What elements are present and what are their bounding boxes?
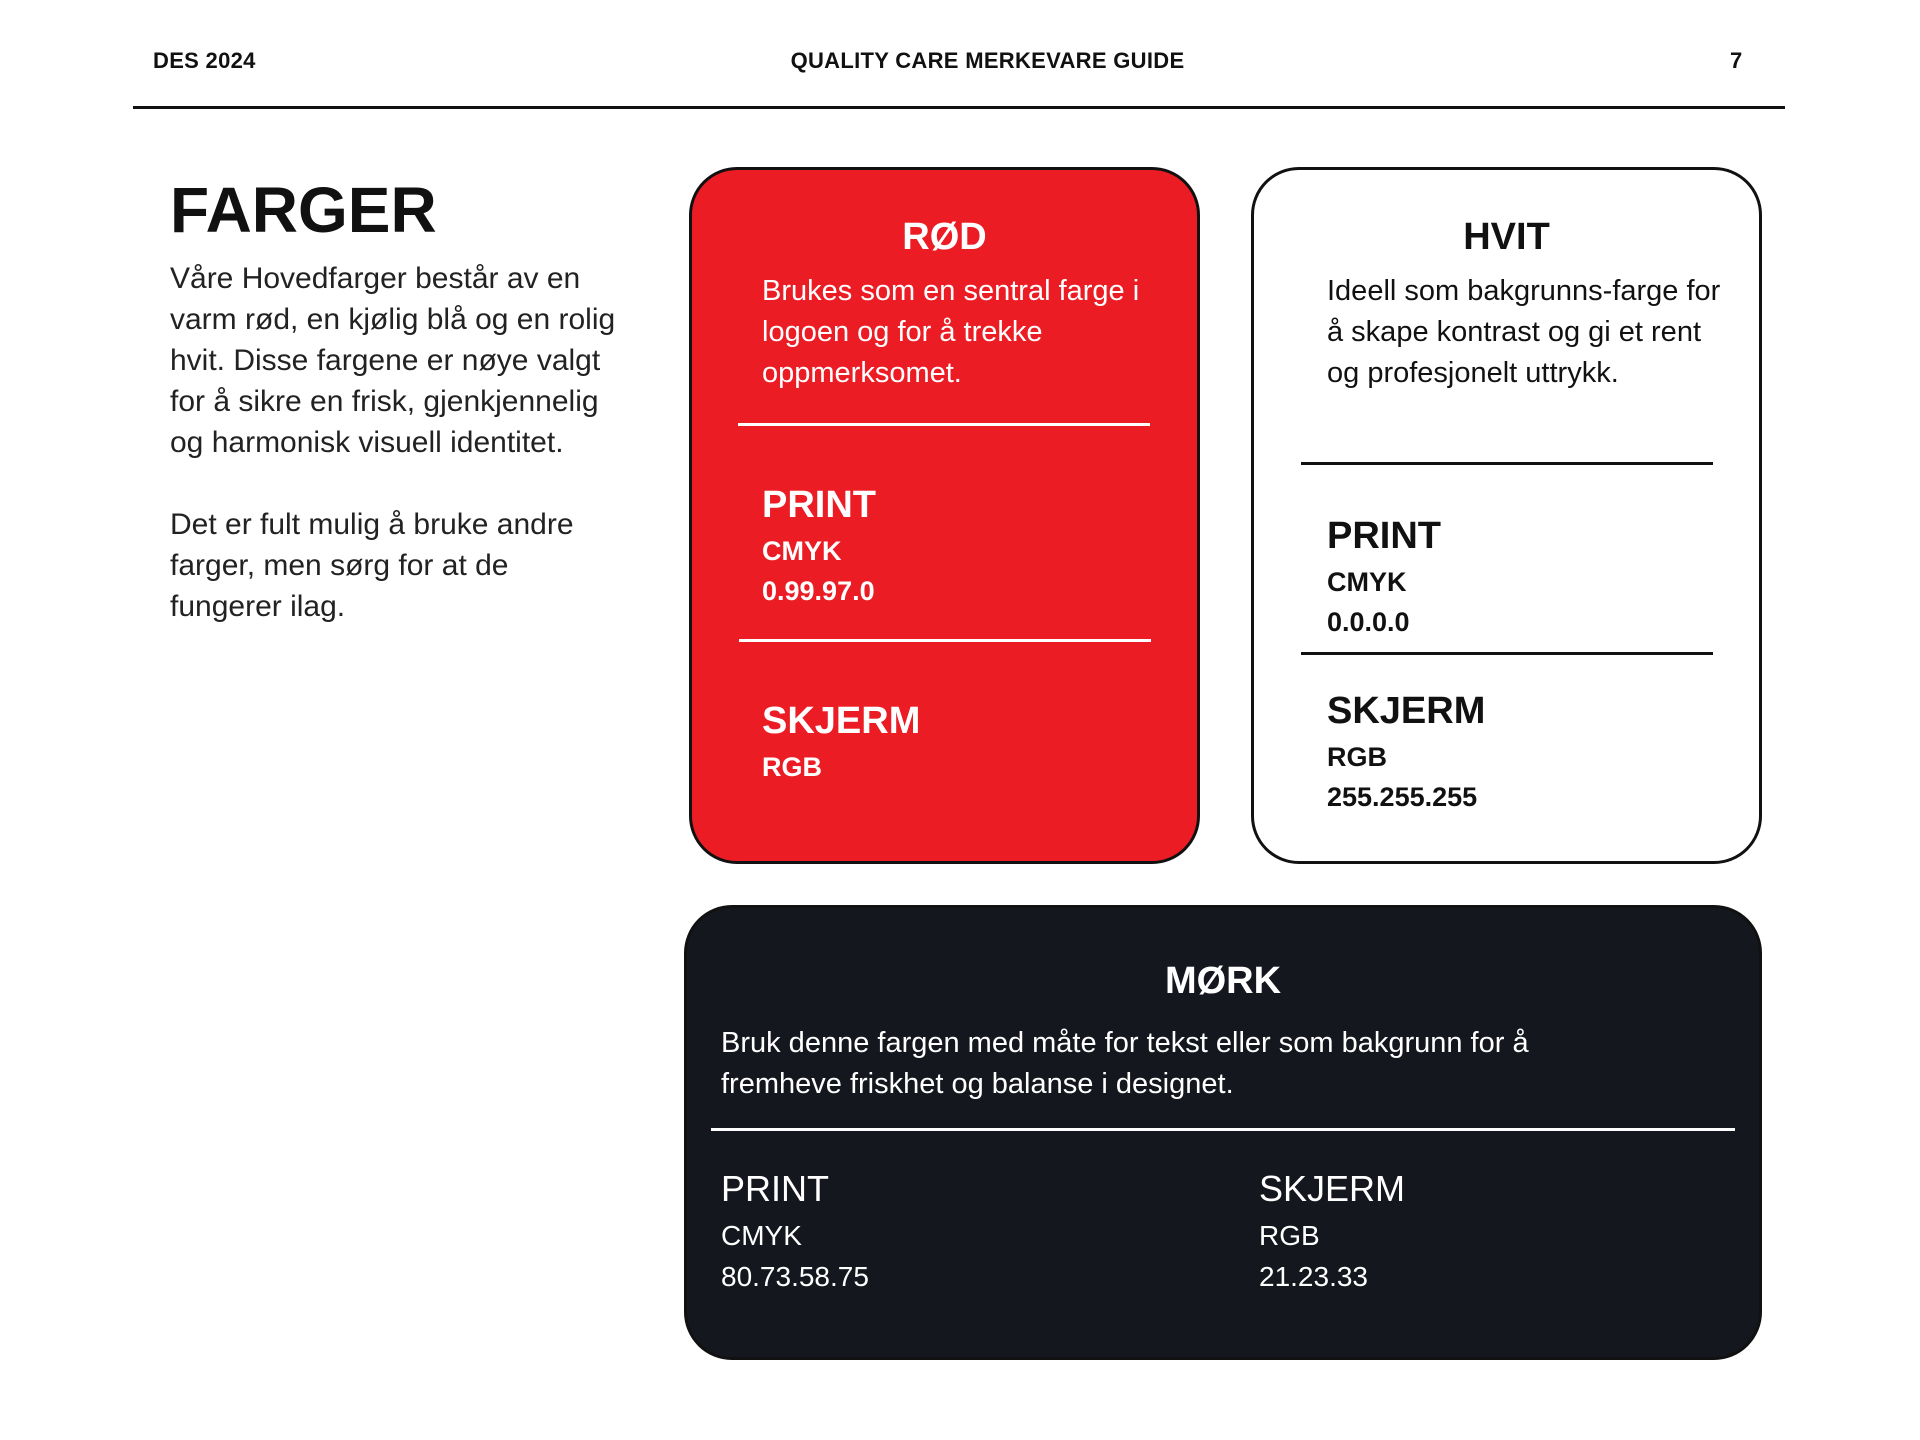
color-card-red [689, 167, 1200, 864]
divider [1301, 462, 1713, 465]
print-label: PRINT [721, 1168, 829, 1209]
divider [739, 639, 1151, 642]
print-model: CMYK [1327, 567, 1407, 597]
color-description: Ideell som bakgrunns-farge for å skape kontrast og gi et rent og profesjonelt uttrykk. [1327, 275, 1721, 389]
section-intro [170, 258, 620, 668]
screen-label: SKJERM [762, 700, 921, 742]
header-divider [133, 106, 1785, 109]
color-name: HVIT [1463, 216, 1550, 258]
divider [711, 1128, 1735, 1131]
intro-paragraph: Våre Hovedfarger består av en varm rød, en kjølig blå og en rolig hvit. Disse fargene er nøye valgt for å sikre en frisk, gjenkjennelig og harmonisk visuell identitet. [170, 262, 616, 459]
divider [1301, 652, 1713, 655]
color-description: Bruk denne fargen med måte for tekst eller som bakgrunn for å fremheve friskhet og balanse i designet. [721, 1027, 1529, 1100]
screen-label: SKJERM [1327, 690, 1486, 732]
screen-model: RGB [1327, 742, 1387, 772]
page-number: 7 [1730, 48, 1743, 73]
print-value: 0.99.97.0 [762, 576, 875, 606]
color-name: RØD [902, 216, 987, 258]
header-title: QUALITY CARE MERKEVARE GUIDE [790, 48, 1185, 73]
screen-value: 255.255.255 [1327, 782, 1478, 812]
section-title: FARGER [170, 174, 437, 246]
screen-label: SKJERM [1259, 1168, 1406, 1209]
color-description: Brukes som en sentral farge i logoen og for å trekke oppmerksomet. [762, 275, 1140, 389]
divider [738, 423, 1150, 426]
color-name: MØRK [1164, 960, 1282, 1002]
header-date: DES 2024 [153, 48, 256, 73]
screen-model: RGB [762, 752, 822, 782]
color-card-white [1251, 167, 1762, 864]
print-model: CMYK [762, 536, 842, 566]
print-value: 0.0.0.0 [1327, 607, 1410, 637]
screen-value: 21.23.33 [1259, 1261, 1368, 1292]
print-value: 80.73.58.75 [721, 1261, 869, 1292]
print-model: CMYK [721, 1220, 802, 1251]
print-label: PRINT [762, 484, 876, 526]
intro-paragraph: Det er fult mulig å bruke andre farger, men sørg for at de fungerer ilag. [170, 508, 574, 623]
screen-model: RGB [1259, 1220, 1320, 1251]
print-label: PRINT [1327, 515, 1441, 557]
color-card-dark [684, 905, 1762, 1360]
